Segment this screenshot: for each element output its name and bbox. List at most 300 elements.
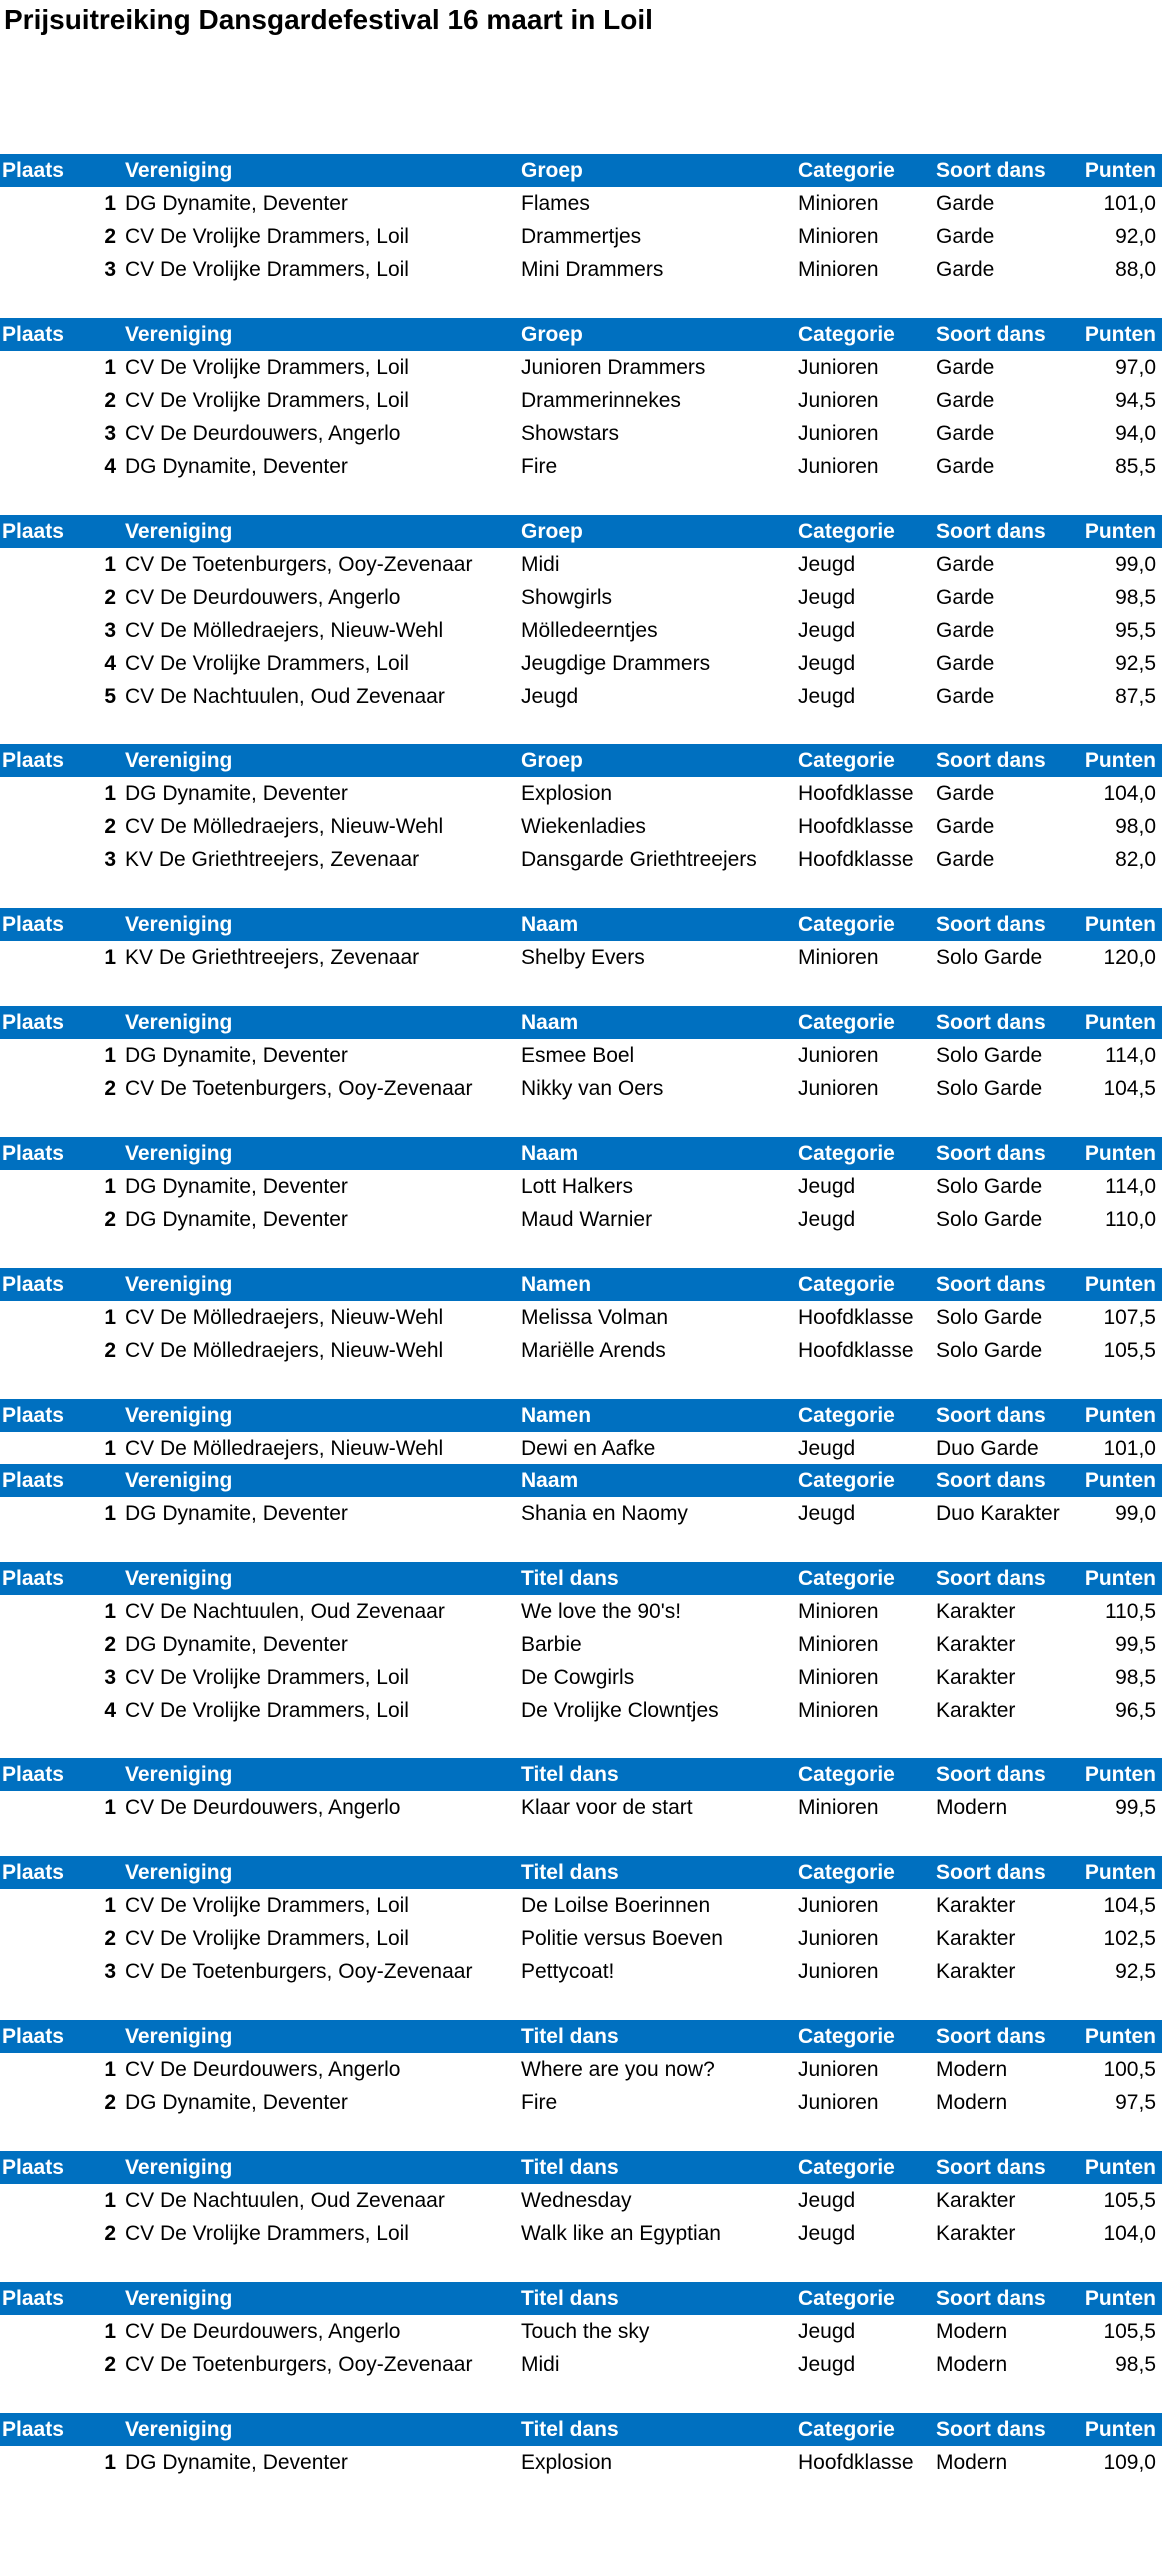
cell-plaats: 1 bbox=[104, 1306, 116, 1329]
header-vereniging: Vereniging bbox=[125, 2025, 233, 2048]
table-header bbox=[0, 1856, 1162, 1889]
header-vereniging: Vereniging bbox=[125, 1469, 233, 1492]
header-soort-dans: Soort dans bbox=[936, 2025, 1046, 2048]
table-row bbox=[0, 1170, 1162, 1203]
cell-soort-dans: Garde bbox=[936, 356, 995, 379]
cell-categorie: Jeugd bbox=[798, 652, 856, 675]
cell-soort-dans: Karakter bbox=[936, 1600, 1016, 1623]
cell-groep: Wiekenladies bbox=[521, 815, 646, 838]
cell-plaats: 3 bbox=[104, 848, 116, 871]
header-vereniging: Vereniging bbox=[125, 1011, 233, 1034]
cell-plaats: 2 bbox=[104, 1633, 116, 1656]
table-row bbox=[0, 843, 1162, 876]
header-groep: Namen bbox=[521, 1404, 592, 1427]
header-groep: Titel dans bbox=[521, 1567, 619, 1590]
table-row bbox=[0, 1334, 1162, 1367]
cell-groep: Touch the sky bbox=[521, 2320, 650, 2343]
cell-plaats: 3 bbox=[104, 619, 116, 642]
header-soort-dans: Soort dans bbox=[936, 1142, 1046, 1165]
header-plaats: Plaats bbox=[2, 2287, 64, 2310]
header-punten: Punten bbox=[1084, 1469, 1156, 1492]
results-table bbox=[0, 2020, 1162, 2119]
cell-groep: Midi bbox=[521, 2353, 560, 2376]
cell-plaats: 1 bbox=[104, 1600, 116, 1623]
header-vereniging: Vereniging bbox=[125, 1273, 233, 1296]
cell-soort-dans: Garde bbox=[936, 455, 995, 478]
header-categorie: Categorie bbox=[798, 323, 895, 346]
results-table bbox=[0, 1006, 1162, 1105]
cell-categorie: Hoofdklasse bbox=[798, 1339, 914, 1362]
cell-groep: Drammertjes bbox=[521, 225, 642, 248]
cell-groep: Nikky van Oers bbox=[521, 1077, 664, 1100]
cell-plaats: 1 bbox=[104, 192, 116, 215]
header-plaats: Plaats bbox=[2, 1861, 64, 1884]
header-punten: Punten bbox=[1084, 1142, 1156, 1165]
cell-vereniging: CV De Deurdouwers, Angerlo bbox=[125, 2058, 401, 2081]
header-categorie: Categorie bbox=[798, 2287, 895, 2310]
cell-categorie: Jeugd bbox=[798, 1175, 856, 1198]
header-vereniging: Vereniging bbox=[125, 159, 233, 182]
cell-plaats: 2 bbox=[104, 225, 116, 248]
cell-soort-dans: Solo Garde bbox=[936, 946, 1043, 969]
header-soort-dans: Soort dans bbox=[936, 1011, 1046, 1034]
cell-punten: 114,0 bbox=[1105, 1044, 1156, 1067]
cell-punten: 105,5 bbox=[1103, 2320, 1156, 2343]
cell-categorie: Junioren bbox=[798, 2091, 879, 2114]
cell-punten: 82,0 bbox=[1115, 848, 1156, 871]
cell-vereniging: CV De Mölledraejers, Nieuw-Wehl bbox=[125, 1306, 444, 1329]
header-vereniging: Vereniging bbox=[125, 2156, 233, 2179]
table-row bbox=[0, 680, 1162, 713]
cell-vereniging: CV De Mölledraejers, Nieuw-Wehl bbox=[125, 619, 444, 642]
header-soort-dans: Soort dans bbox=[936, 1567, 1046, 1590]
cell-plaats: 1 bbox=[104, 2451, 116, 2474]
cell-punten: 85,5 bbox=[1115, 455, 1156, 478]
cell-vereniging: CV De Deurdouwers, Angerlo bbox=[125, 586, 401, 609]
cell-soort-dans: Garde bbox=[936, 192, 995, 215]
cell-punten: 92,5 bbox=[1115, 1960, 1156, 1983]
cell-vereniging: DG Dynamite, Deventer bbox=[125, 1044, 348, 1067]
cell-plaats: 2 bbox=[104, 389, 116, 412]
table-row bbox=[0, 1203, 1162, 1236]
header-vereniging: Vereniging bbox=[125, 323, 233, 346]
cell-punten: 98,5 bbox=[1115, 586, 1156, 609]
cell-categorie: Minioren bbox=[798, 1666, 879, 1689]
table-row bbox=[0, 1301, 1162, 1334]
header-soort-dans: Soort dans bbox=[936, 1469, 1046, 1492]
cell-punten: 97,0 bbox=[1115, 356, 1156, 379]
header-groep: Naam bbox=[521, 913, 579, 936]
table-row bbox=[0, 2217, 1162, 2250]
cell-soort-dans: Garde bbox=[936, 685, 995, 708]
header-soort-dans: Soort dans bbox=[936, 2156, 1046, 2179]
header-groep: Naam bbox=[521, 1142, 579, 1165]
header-vereniging: Vereniging bbox=[125, 2287, 233, 2310]
cell-groep: Walk like an Egyptian bbox=[521, 2222, 721, 2245]
header-vereniging: Vereniging bbox=[125, 520, 233, 543]
table-row bbox=[0, 1955, 1162, 1988]
cell-punten: 105,5 bbox=[1103, 1339, 1156, 1362]
cell-soort-dans: Garde bbox=[936, 258, 995, 281]
header-categorie: Categorie bbox=[798, 1469, 895, 1492]
results-table bbox=[0, 908, 1162, 974]
results-table bbox=[0, 515, 1162, 713]
results-table bbox=[0, 1464, 1162, 1530]
table-row bbox=[0, 2348, 1162, 2381]
table-row bbox=[0, 1791, 1162, 1824]
cell-plaats: 2 bbox=[104, 1927, 116, 1950]
header-vereniging: Vereniging bbox=[125, 913, 233, 936]
table-row bbox=[0, 187, 1162, 220]
cell-groep: Maud Warnier bbox=[521, 1208, 653, 1231]
cell-plaats: 4 bbox=[104, 455, 116, 478]
header-soort-dans: Soort dans bbox=[936, 2287, 1046, 2310]
table-row bbox=[0, 220, 1162, 253]
cell-soort-dans: Karakter bbox=[936, 1927, 1016, 1950]
cell-groep: Mölledeerntjes bbox=[521, 619, 658, 642]
header-soort-dans: Soort dans bbox=[936, 1404, 1046, 1427]
cell-vereniging: DG Dynamite, Deventer bbox=[125, 782, 348, 805]
cell-categorie: Minioren bbox=[798, 1633, 879, 1656]
cell-plaats: 1 bbox=[104, 1894, 116, 1917]
cell-punten: 96,5 bbox=[1115, 1699, 1156, 1722]
cell-plaats: 1 bbox=[104, 356, 116, 379]
header-groep: Groep bbox=[521, 520, 583, 543]
cell-soort-dans: Garde bbox=[936, 422, 995, 445]
results-table bbox=[0, 2413, 1162, 2479]
header-plaats: Plaats bbox=[2, 323, 64, 346]
cell-groep: Dansgarde Griethtreejers bbox=[521, 848, 757, 871]
cell-groep: Flames bbox=[521, 192, 590, 215]
cell-punten: 92,5 bbox=[1115, 652, 1156, 675]
table-header bbox=[0, 1137, 1162, 1170]
header-punten: Punten bbox=[1084, 2418, 1156, 2441]
cell-plaats: 4 bbox=[104, 1699, 116, 1722]
table-header bbox=[0, 744, 1162, 777]
header-punten: Punten bbox=[1084, 1011, 1156, 1034]
cell-soort-dans: Karakter bbox=[936, 1960, 1016, 1983]
cell-groep: Shania en Naomy bbox=[521, 1502, 688, 1525]
header-soort-dans: Soort dans bbox=[936, 913, 1046, 936]
table-row bbox=[0, 810, 1162, 843]
cell-plaats: 1 bbox=[104, 1044, 116, 1067]
header-vereniging: Vereniging bbox=[125, 2418, 233, 2441]
header-soort-dans: Soort dans bbox=[936, 749, 1046, 772]
table-header bbox=[0, 908, 1162, 941]
cell-categorie: Junioren bbox=[798, 455, 879, 478]
cell-groep: Politie versus Boeven bbox=[521, 1927, 723, 1950]
table-row bbox=[0, 2184, 1162, 2217]
header-groep: Titel dans bbox=[521, 1763, 619, 1786]
results-table bbox=[0, 2282, 1162, 2381]
cell-soort-dans: Solo Garde bbox=[936, 1306, 1043, 1329]
header-categorie: Categorie bbox=[798, 1011, 895, 1034]
table-row bbox=[0, 2315, 1162, 2348]
cell-plaats: 4 bbox=[104, 652, 116, 675]
header-punten: Punten bbox=[1084, 520, 1156, 543]
table-header bbox=[0, 1006, 1162, 1039]
cell-vereniging: CV De Vrolijke Drammers, Loil bbox=[125, 1666, 409, 1689]
header-soort-dans: Soort dans bbox=[936, 323, 1046, 346]
cell-punten: 99,5 bbox=[1115, 1796, 1156, 1819]
table-header bbox=[0, 318, 1162, 351]
cell-categorie: Minioren bbox=[798, 1796, 879, 1819]
header-vereniging: Vereniging bbox=[125, 1763, 233, 1786]
cell-plaats: 2 bbox=[104, 586, 116, 609]
table-row bbox=[0, 941, 1162, 974]
cell-groep: Shelby Evers bbox=[521, 946, 645, 969]
cell-groep: Melissa Volman bbox=[521, 1306, 669, 1329]
table-row bbox=[0, 1039, 1162, 1072]
header-groep: Titel dans bbox=[521, 2156, 619, 2179]
cell-punten: 92,0 bbox=[1115, 225, 1156, 248]
cell-groep: Fire bbox=[521, 455, 558, 478]
cell-punten: 107,5 bbox=[1103, 1306, 1156, 1329]
cell-punten: 101,0 bbox=[1103, 1437, 1156, 1460]
cell-categorie: Minioren bbox=[798, 1600, 879, 1623]
header-categorie: Categorie bbox=[798, 1404, 895, 1427]
header-groep: Groep bbox=[521, 323, 583, 346]
header-plaats: Plaats bbox=[2, 520, 64, 543]
cell-vereniging: CV De Vrolijke Drammers, Loil bbox=[125, 2222, 409, 2245]
header-vereniging: Vereniging bbox=[125, 1404, 233, 1427]
cell-vereniging: CV De Mölledraejers, Nieuw-Wehl bbox=[125, 815, 444, 838]
cell-groep: Wednesday bbox=[521, 2189, 632, 2212]
cell-categorie: Jeugd bbox=[798, 586, 856, 609]
cell-categorie: Jeugd bbox=[798, 2320, 856, 2343]
header-categorie: Categorie bbox=[798, 520, 895, 543]
cell-plaats: 5 bbox=[104, 685, 116, 708]
table-row bbox=[0, 1889, 1162, 1922]
cell-categorie: Jeugd bbox=[798, 1208, 856, 1231]
header-plaats: Plaats bbox=[2, 1142, 64, 1165]
header-categorie: Categorie bbox=[798, 2156, 895, 2179]
header-vereniging: Vereniging bbox=[125, 749, 233, 772]
header-plaats: Plaats bbox=[2, 1273, 64, 1296]
header-soort-dans: Soort dans bbox=[936, 520, 1046, 543]
cell-punten: 100,5 bbox=[1103, 2058, 1156, 2081]
table-header bbox=[0, 1562, 1162, 1595]
cell-punten: 104,0 bbox=[1103, 782, 1156, 805]
cell-vereniging: CV De Nachtuulen, Oud Zevenaar bbox=[125, 1600, 445, 1623]
table-row bbox=[0, 1595, 1162, 1628]
header-plaats: Plaats bbox=[2, 1763, 64, 1786]
cell-soort-dans: Modern bbox=[936, 2091, 1008, 2114]
cell-soort-dans: Modern bbox=[936, 2451, 1008, 2474]
cell-vereniging: CV De Deurdouwers, Angerlo bbox=[125, 2320, 401, 2343]
cell-punten: 98,5 bbox=[1115, 1666, 1156, 1689]
cell-soort-dans: Garde bbox=[936, 815, 995, 838]
header-plaats: Plaats bbox=[2, 1469, 64, 1492]
table-row bbox=[0, 450, 1162, 483]
cell-categorie: Jeugd bbox=[798, 2222, 856, 2245]
header-punten: Punten bbox=[1084, 1273, 1156, 1296]
cell-plaats: 3 bbox=[104, 1666, 116, 1689]
header-groep: Namen bbox=[521, 1273, 592, 1296]
cell-categorie: Jeugd bbox=[798, 2189, 856, 2212]
header-groep: Groep bbox=[521, 159, 583, 182]
cell-groep: De Loilse Boerinnen bbox=[521, 1894, 711, 1917]
cell-categorie: Junioren bbox=[798, 1044, 879, 1067]
cell-plaats: 2 bbox=[104, 2353, 116, 2376]
header-punten: Punten bbox=[1084, 2025, 1156, 2048]
header-vereniging: Vereniging bbox=[125, 1142, 233, 1165]
cell-punten: 94,5 bbox=[1115, 389, 1156, 412]
table-row bbox=[0, 1628, 1162, 1661]
cell-groep: Junioren Drammers bbox=[521, 356, 706, 379]
results-table bbox=[0, 318, 1162, 483]
table-header bbox=[0, 2020, 1162, 2053]
header-plaats: Plaats bbox=[2, 913, 64, 936]
header-punten: Punten bbox=[1084, 2287, 1156, 2310]
cell-vereniging: CV De Nachtuulen, Oud Zevenaar bbox=[125, 685, 445, 708]
header-plaats: Plaats bbox=[2, 2025, 64, 2048]
cell-categorie: Junioren bbox=[798, 356, 879, 379]
header-categorie: Categorie bbox=[798, 749, 895, 772]
header-soort-dans: Soort dans bbox=[936, 1273, 1046, 1296]
cell-punten: 105,5 bbox=[1103, 2189, 1156, 2212]
cell-groep: Where are you now? bbox=[521, 2058, 715, 2081]
table-row bbox=[0, 647, 1162, 680]
table-row bbox=[0, 1432, 1162, 1465]
cell-categorie: Jeugd bbox=[798, 685, 856, 708]
cell-soort-dans: Solo Garde bbox=[936, 1077, 1043, 1100]
cell-plaats: 2 bbox=[104, 1077, 116, 1100]
cell-vereniging: DG Dynamite, Deventer bbox=[125, 1502, 348, 1525]
header-categorie: Categorie bbox=[798, 1763, 895, 1786]
cell-plaats: 1 bbox=[104, 1437, 116, 1460]
results-table bbox=[0, 1562, 1162, 1727]
table-header bbox=[0, 154, 1162, 187]
table-row bbox=[0, 777, 1162, 810]
header-plaats: Plaats bbox=[2, 1567, 64, 1590]
table-row bbox=[0, 1661, 1162, 1694]
table-row bbox=[0, 581, 1162, 614]
header-categorie: Categorie bbox=[798, 1273, 895, 1296]
cell-categorie: Jeugd bbox=[798, 2353, 856, 2376]
table-row bbox=[0, 2086, 1162, 2119]
header-plaats: Plaats bbox=[2, 2418, 64, 2441]
header-plaats: Plaats bbox=[2, 1404, 64, 1427]
table-header bbox=[0, 1758, 1162, 1791]
cell-punten: 97,5 bbox=[1115, 2091, 1156, 2114]
cell-vereniging: DG Dynamite, Deventer bbox=[125, 1633, 348, 1656]
cell-groep: Lott Halkers bbox=[521, 1175, 634, 1198]
cell-plaats: 1 bbox=[104, 1502, 116, 1525]
cell-punten: 94,0 bbox=[1115, 422, 1156, 445]
header-soort-dans: Soort dans bbox=[936, 1763, 1046, 1786]
cell-plaats: 1 bbox=[104, 1796, 116, 1819]
cell-vereniging: CV De Vrolijke Drammers, Loil bbox=[125, 356, 409, 379]
table-row bbox=[0, 384, 1162, 417]
cell-punten: 98,0 bbox=[1115, 815, 1156, 838]
cell-soort-dans: Garde bbox=[936, 782, 995, 805]
cell-soort-dans: Karakter bbox=[936, 1894, 1016, 1917]
cell-vereniging: CV De Mölledraejers, Nieuw-Wehl bbox=[125, 1437, 444, 1460]
cell-vereniging: CV De Nachtuulen, Oud Zevenaar bbox=[125, 2189, 445, 2212]
table-header bbox=[0, 2151, 1162, 2184]
header-groep: Titel dans bbox=[521, 2025, 619, 2048]
table-header bbox=[0, 2282, 1162, 2315]
cell-soort-dans: Duo Garde bbox=[936, 1437, 1039, 1460]
cell-categorie: Junioren bbox=[798, 1077, 879, 1100]
cell-plaats: 1 bbox=[104, 946, 116, 969]
table-row bbox=[0, 1694, 1162, 1727]
cell-groep: Showstars bbox=[521, 422, 620, 445]
header-soort-dans: Soort dans bbox=[936, 2418, 1046, 2441]
cell-soort-dans: Karakter bbox=[936, 1633, 1016, 1656]
cell-soort-dans: Solo Garde bbox=[936, 1339, 1043, 1362]
header-punten: Punten bbox=[1084, 1861, 1156, 1884]
cell-vereniging: CV De Vrolijke Drammers, Loil bbox=[125, 258, 409, 281]
page-title: Prijsuitreiking Dansgardefestival 16 maart in Loil bbox=[4, 4, 653, 35]
cell-punten: 102,5 bbox=[1103, 1927, 1156, 1950]
cell-groep: De Vrolijke Clowntjes bbox=[521, 1699, 719, 1722]
cell-vereniging: CV De Vrolijke Drammers, Loil bbox=[125, 225, 409, 248]
header-punten: Punten bbox=[1084, 1763, 1156, 1786]
table-row bbox=[0, 417, 1162, 450]
header-punten: Punten bbox=[1084, 913, 1156, 936]
cell-categorie: Junioren bbox=[798, 389, 879, 412]
header-groep: Titel dans bbox=[521, 2418, 619, 2441]
cell-soort-dans: Karakter bbox=[936, 2189, 1016, 2212]
cell-soort-dans: Karakter bbox=[936, 1666, 1016, 1689]
header-plaats: Plaats bbox=[2, 1011, 64, 1034]
cell-punten: 99,0 bbox=[1115, 1502, 1156, 1525]
cell-groep: Showgirls bbox=[521, 586, 613, 609]
cell-soort-dans: Karakter bbox=[936, 1699, 1016, 1722]
cell-vereniging: CV De Vrolijke Drammers, Loil bbox=[125, 1927, 409, 1950]
table-row bbox=[0, 1922, 1162, 1955]
cell-soort-dans: Modern bbox=[936, 2320, 1008, 2343]
cell-punten: 120,0 bbox=[1103, 946, 1156, 969]
header-plaats: Plaats bbox=[2, 159, 64, 182]
cell-soort-dans: Modern bbox=[936, 2353, 1008, 2376]
header-punten: Punten bbox=[1084, 1404, 1156, 1427]
cell-groep: Jeugd bbox=[521, 685, 579, 708]
cell-categorie: Minioren bbox=[798, 192, 879, 215]
table-row bbox=[0, 614, 1162, 647]
table-header bbox=[0, 1399, 1162, 1432]
cell-groep: Barbie bbox=[521, 1633, 582, 1656]
results-table bbox=[0, 744, 1162, 876]
results-table bbox=[0, 1856, 1162, 1988]
cell-groep: Mini Drammers bbox=[521, 258, 664, 281]
cell-punten: 88,0 bbox=[1115, 258, 1156, 281]
cell-categorie: Minioren bbox=[798, 946, 879, 969]
cell-groep: Mariëlle Arends bbox=[521, 1339, 666, 1362]
cell-vereniging: DG Dynamite, Deventer bbox=[125, 2451, 348, 2474]
cell-soort-dans: Garde bbox=[936, 553, 995, 576]
cell-vereniging: CV De Toetenburgers, Ooy-Zevenaar bbox=[125, 1077, 473, 1100]
cell-punten: 101,0 bbox=[1103, 192, 1156, 215]
table-row bbox=[0, 548, 1162, 581]
cell-categorie: Hoofdklasse bbox=[798, 1306, 914, 1329]
cell-categorie: Jeugd bbox=[798, 1502, 856, 1525]
cell-punten: 110,0 bbox=[1105, 1208, 1156, 1231]
cell-vereniging: DG Dynamite, Deventer bbox=[125, 1208, 348, 1231]
cell-vereniging: CV De Toetenburgers, Ooy-Zevenaar bbox=[125, 553, 473, 576]
header-punten: Punten bbox=[1084, 2156, 1156, 2179]
table-header bbox=[0, 2413, 1162, 2446]
cell-plaats: 1 bbox=[104, 782, 116, 805]
header-categorie: Categorie bbox=[798, 159, 895, 182]
cell-punten: 114,0 bbox=[1105, 1175, 1156, 1198]
table-header bbox=[0, 1464, 1162, 1497]
table-row bbox=[0, 351, 1162, 384]
cell-groep: De Cowgirls bbox=[521, 1666, 635, 1689]
header-vereniging: Vereniging bbox=[125, 1567, 233, 1590]
